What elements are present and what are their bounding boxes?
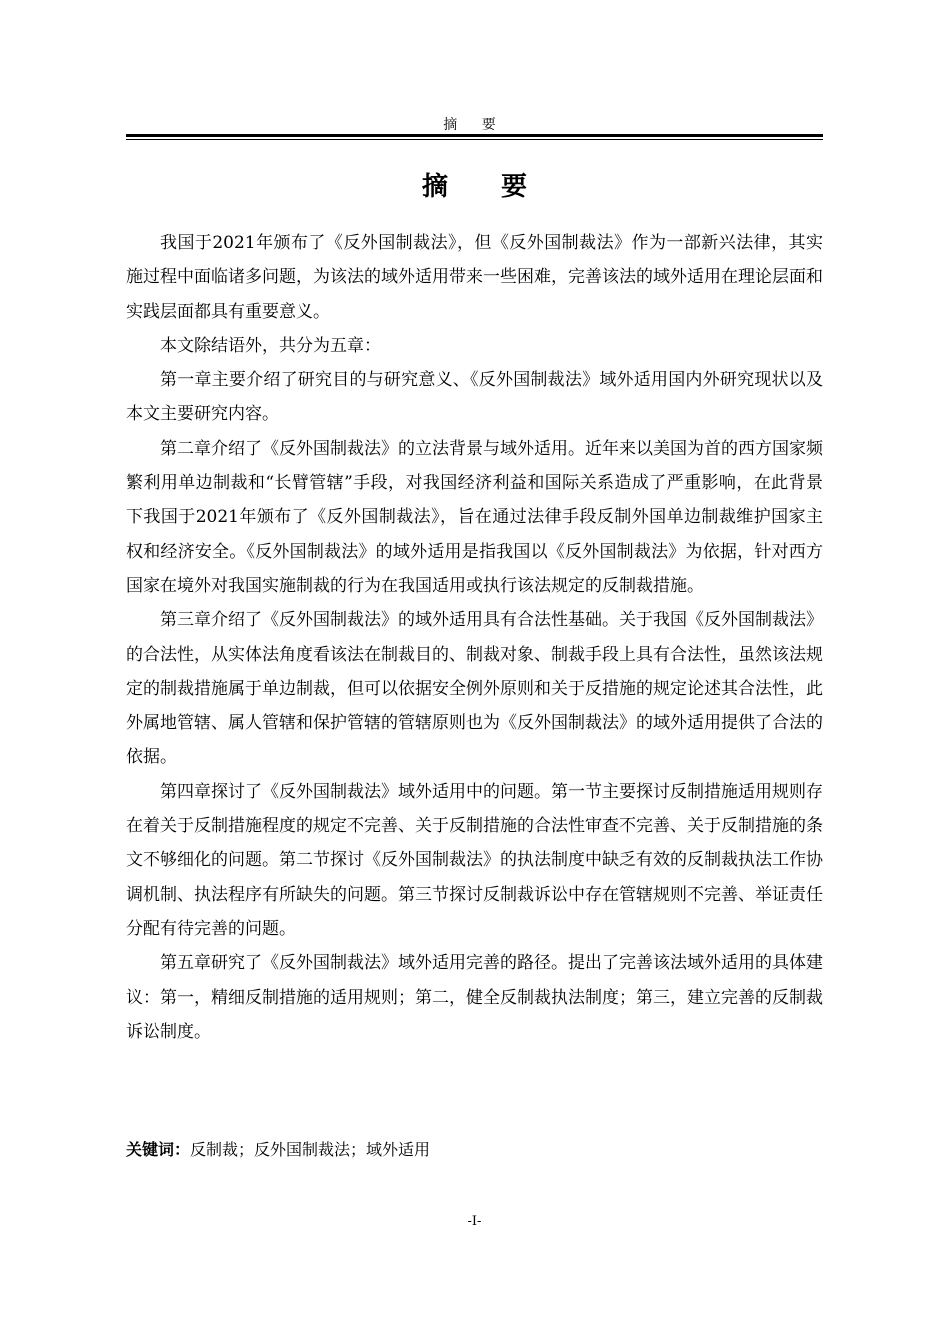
running-header: 摘 要 xyxy=(443,117,506,133)
header-rule-thick xyxy=(126,134,823,137)
keywords-line xyxy=(126,1137,823,1163)
abstract-paragraph-chapter-3: 第三章介绍了《反外国制裁法》的域外适用具有合法性基础。关于我国《反外国制裁法》的合法性，从实体法角度看该法在制裁目的、制裁对象、制裁手段上具有合法性，虽然该法规定的制裁措施属于单边制裁，但可以依据安全例外原则和关于反措施的规定论述其合法性，此外属地管辖、属人管辖和保护管辖的管辖原则也为《反外国制裁法》的域外适用提供了合法的依据。 xyxy=(126,610,823,768)
abstract-paragraph-intro: 我国于2021年颁布了《反外国制裁法》，但《反外国制裁法》作为一部新兴法律，其实施过程中面临诸多问题，为该法的域外适用带来一些困难，完善该法的域外适用在理论层面和实践层面都具有重要意义。 xyxy=(126,233,823,322)
abstract-paragraph-structure: 本文除结语外，共分为五章： xyxy=(160,335,381,356)
abstract-paragraph-chapter-1: 第一章主要介绍了研究目的与研究意义、《反外国制裁法》域外适用国内外研究现状以及本文主要研究内容。 xyxy=(126,370,823,425)
abstract-paragraph-chapter-2: 第二章介绍了《反外国制裁法》的立法背景与域外适用。近年来以美国为首的西方国家频繁利用单边制裁和“长臂管辖”手段，对我国经济利益和国际关系造成了严重影响，在此背景下我国于2021年颁布了《反外国制裁法》，旨在通过法律手段反制外国单边制裁维护国家主权和经济安全。《反外国制裁法》的域外适用是指我国以《反外国制裁法》为依据，针对西方国家在境外对我国实施制裁的行为在我国适用或执行该法规定的反制裁措施。 xyxy=(126,438,823,596)
keywords-value: 反制裁；反外国制裁法；域外适用 xyxy=(190,1140,431,1159)
header-rule-thin xyxy=(126,139,823,140)
page-title: 摘 要 xyxy=(421,172,550,202)
abstract-paragraph-chapter-5: 第五章研究了《反外国制裁法》域外适用完善的路径。提出了完善该法域外适用的具体建议：第一，精细反制措施的适用规则；第二，健全反制裁执法制度；第三，建立完善的反制裁诉讼制度。 xyxy=(126,953,823,1042)
keywords-label: 关键词： xyxy=(126,1140,191,1159)
abstract-body xyxy=(126,226,823,1049)
page-number: -I- xyxy=(467,1214,482,1229)
abstract-paragraph-chapter-4: 第四章探讨了《反外国制裁法》域外适用中的问题。第一节主要探讨反制措施适用规则存在着关于反制措施程度的规定不完善、关于反制措施的合法性审查不完善、关于反制措施的条文不够细化的问题。第二节探讨《反外国制裁法》的执法制度中缺乏有效的反制裁执法工作协调机制、执法程序有所缺失的问题。第三节探讨反制裁诉讼中存在管辖规则不完善、举证责任分配有待完善的问题。 xyxy=(126,781,823,939)
